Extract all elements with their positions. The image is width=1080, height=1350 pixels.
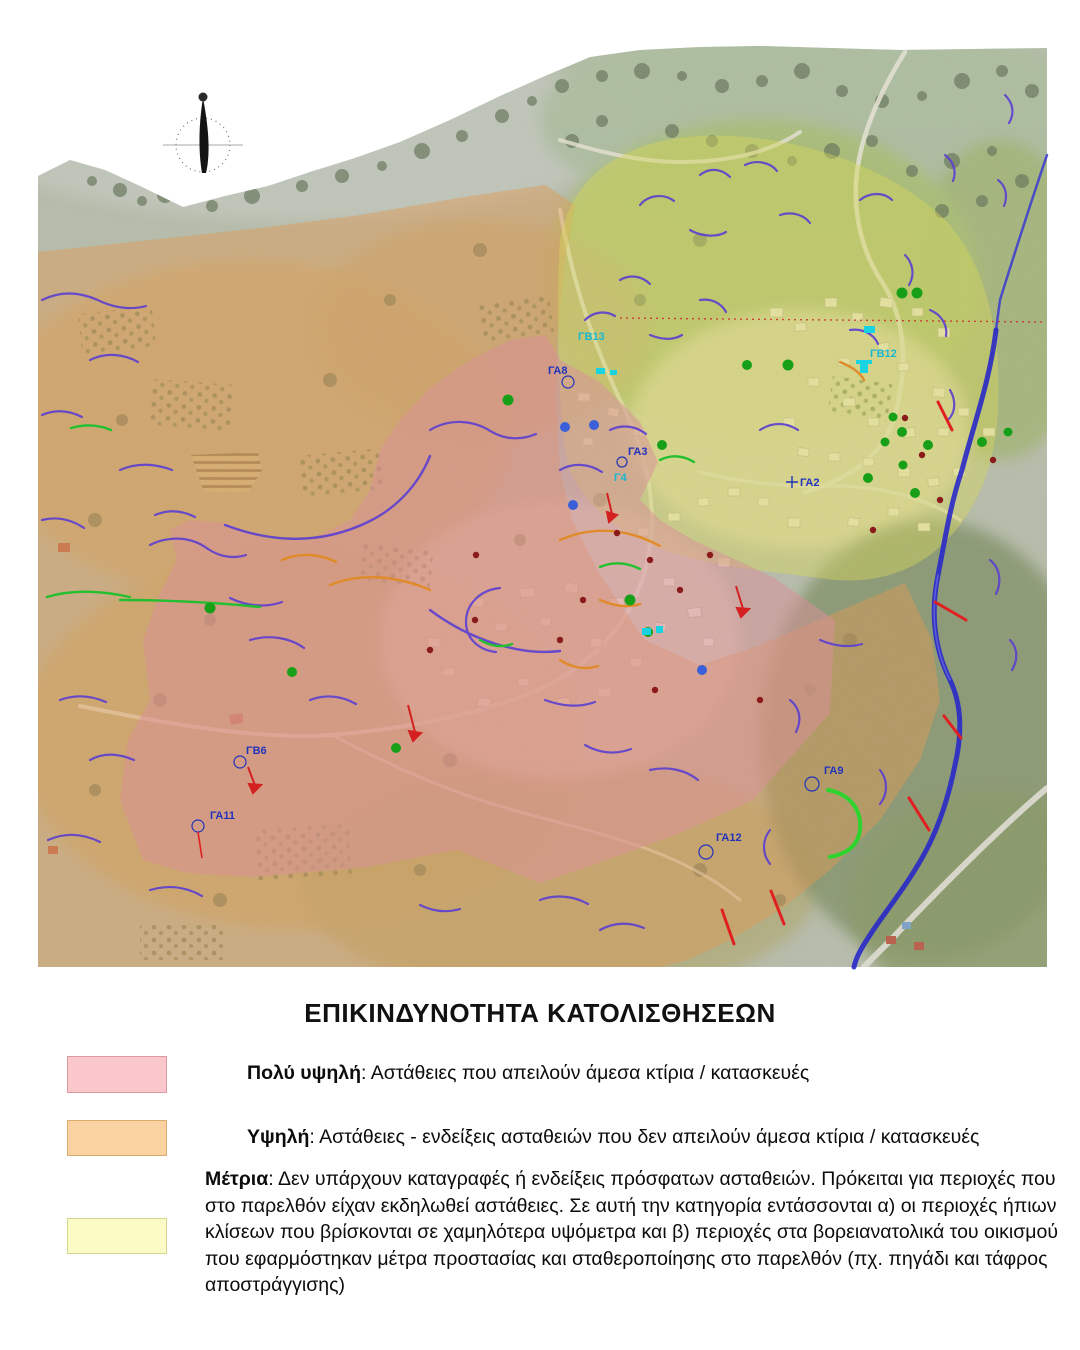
- site-label: ΓΑ2: [800, 477, 820, 489]
- legend-description: : Δεν υπάρχουν καταγραφές ή ενδείξεις πρόσφατων ασταθειών. Πρόκειται για περιοχές που στο παρελθόν είχαν εκδηλωθεί αστάθειες. Σε αυτή την κατηγορία εντάσσονται α) οι περιοχές ήπιων κλίσεων που βρίσκονται σε χαμηλότερα υψόμετρα και β) περιοχές στα βορειανατολικά του οικισμού που εφαρμόστηκαν μέτρα προστασίας και σταθεροποίησης στο παρελθόν (πχ. πηγάδι και τάφρος αποστράγγισης): [205, 1168, 1059, 1296]
- site-label: ΓΒ6: [246, 745, 267, 757]
- site-label: Γ4: [614, 472, 627, 484]
- legend-term: Υψηλή: [247, 1126, 310, 1148]
- legend-term: Πολύ υψηλή: [247, 1062, 362, 1084]
- site-label: ΓΑ3: [628, 446, 648, 458]
- site-label: ΓΑ8: [548, 365, 568, 377]
- legend-swatch-very-high: [67, 1056, 167, 1093]
- legend-description: : Αστάθειες που απειλούν άμεσα κτίρια / κατασκευές: [361, 1062, 810, 1084]
- legend-description: : Αστάθειες - ενδείξεις ασταθειών που δεν απειλούν άμεσα κτίρια / κατασκευές: [309, 1126, 980, 1148]
- site-label: ΓΑ9: [824, 765, 844, 777]
- legend-item-very-high: [247, 1060, 1057, 1087]
- site-label: ΓΒ12: [870, 348, 897, 360]
- legend-swatch-moderate: [67, 1218, 167, 1254]
- legend-swatch-high: [67, 1120, 167, 1156]
- site-label: ΓΒ13: [578, 331, 605, 343]
- site-label: ΓΑ12: [716, 832, 742, 844]
- site-label: ΓΑ11: [210, 810, 235, 822]
- legend-item-high: [247, 1124, 1067, 1151]
- page-title: ΕΠΙΚΙΝΔΥΝΟΤΗΤΑ ΚΑΤΟΛΙΣΘΗΣΕΩΝ: [304, 998, 776, 1028]
- legend-term: Μέτρια: [205, 1168, 269, 1190]
- legend-item-moderate: [205, 1166, 1069, 1299]
